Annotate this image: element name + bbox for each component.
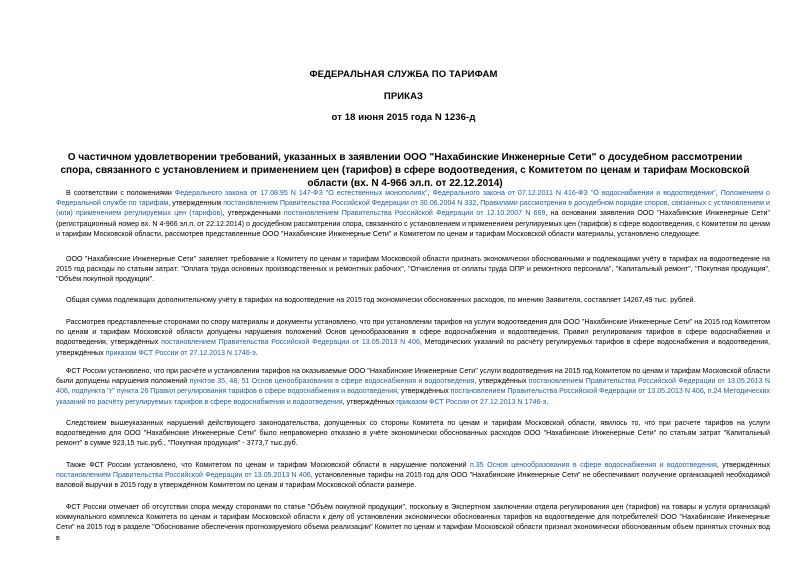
- legal-reference-link[interactable]: пунктов 35, 48, 51 Основ ценообразования в сфере водоснабжения и водоотведения: [189, 377, 475, 386]
- paragraph-8: [56, 502, 770, 543]
- paragraph-text: , утверждённых: [716, 461, 770, 469]
- paragraph-text: ,: [703, 387, 708, 396]
- legal-reference-link[interactable]: постановлением Правительства Российской Федерации от 13.05.2013 N 406: [56, 377, 770, 396]
- legal-reference-link[interactable]: приказом ФСТ России от 27.12.2013 N 1746-э: [105, 348, 256, 357]
- legal-reference-link[interactable]: Положением о Федеральной службе по тарифам: [56, 189, 771, 208]
- doc-title: О частичном удовлетворении требований, указанных в заявлении ООО "Нахабинские Инженерные Сети" о досудебном рассмотрении спора, связанного с установлением и применением цен (тарифов) в сфере водоотведения, с Комитетом по ценам и тарифам Московской области (вх. N 4-966 эл.п. от 22.12.2014): [60, 152, 750, 189]
- paragraph-text: В соответствии с положениями: [66, 189, 175, 197]
- legal-reference-link[interactable]: п.35 Основ ценообразования в сфере водоснабжения и водоотведения: [470, 461, 717, 469]
- paragraph-text: , установленные тарифы на 2015 год для ООО "Нахабинские Инженерные Сети" не обеспечивают получение организацией необходимой валовой выручки в 2015 году в утверждённом Комитетом по ценам и тарифам Московской области размере.: [56, 471, 770, 490]
- paragraph-3: [56, 295, 770, 305]
- legal-reference-link[interactable]: Федерального закона от 17.08.95 N 147-ФЗ "О естественных монополиях": [174, 189, 428, 197]
- legal-reference-link[interactable]: подпункта "г" пункта 26 Правил регулирования тарифов в сфере водоснабжения и водоотведения: [71, 387, 397, 396]
- paragraph-text: , утверждённых: [474, 377, 529, 386]
- legal-reference-link[interactable]: постановлением Правительства Российской Федерации от 13.05.2013 N 406: [56, 471, 311, 480]
- paragraph-5: [56, 366, 770, 407]
- paragraph-text: ,: [715, 189, 721, 197]
- paragraph-7: [56, 460, 770, 491]
- legal-reference-link[interactable]: приказом ФСТ России от 27.12.2013 N 1746-э: [396, 397, 547, 406]
- paragraph-text: Общая сумма подлежащих дополнительному учёту в тарифах на водоотведение на 2015 год экономически обоснованных расходов, по мнению Заявителя, составляет 14267,49 тыс. рублей.: [66, 296, 696, 304]
- paragraph-text: .: [546, 397, 549, 406]
- doc-date-number: от 18 июня 2015 года N 1236-д: [331, 112, 476, 123]
- paragraph-text: Также ФСТ России установлено, что Комитетом по ценам и тарифам Московской области в нарушение положений: [66, 461, 470, 469]
- paragraph-text: .: [255, 348, 258, 357]
- legal-reference-link[interactable]: Федерального закона от 07.12.2011 N 416-ФЗ "О водоснабжении и водоотведении": [432, 189, 716, 197]
- paragraph-text: ФСТ России отмечает об отсутствии спора между сторонами по статье "Объём покупной продукции", поскольку в Экспертном заключении отдела регулирования цен (тарифов) на товары и услуги организаций коммунального комплекса Комитета по ценам и тарифам Московской области к делу об установлении экономически обоснованных тарифов на водоотведение для потребителей ООО "Нахабинские Инженерные Сети" на 2015 год в разделе "Обоснование обеспечения прогнозируемого объема реализации" Комитет по ценам и тарифам Московской области признал экономически обоснованным объем принятых сточных вод в: [56, 503, 770, 542]
- paragraph-text: , утвержденными: [222, 209, 284, 218]
- paragraph-text: Следствием вышеуказанных нарушений действующего законодательства, допущенных со стороны Комитета по ценам и тарифам Московской области, явилось то, что при расчете тарифов на услуги водоотведения для ООО "Нахабинские Инженерные Сети" было неправомерно отказано в учёте экономически обоснованных расходов ООО "Нахабинские Инженерные Сети" по статьям затрат "Капитальный ремонт" в сумме 923,15 тыс.руб., "Покупная продукция" - 3773,7 тыс.руб.: [56, 419, 770, 448]
- legal-reference-link[interactable]: п.24 Методических указаний по расчёту регулируемых тарифов в сфере водоснабжения и водоотведения: [56, 387, 770, 406]
- paragraph-text: , Методических указаний по расчёту регулируемых тарифов в сфере водоснабжения и водоотведения, утверждённых: [56, 338, 770, 357]
- legal-reference-link[interactable]: постановлением Правительства Российской Федерации от 13.05.2013 N 406: [161, 338, 420, 347]
- paragraph-text: ,: [67, 387, 72, 396]
- paragraph-text: , утверждённых: [342, 397, 397, 406]
- paragraph-text: ФСТ России установлено, что при расчёте и установлении тарифов на оказываемые ООО "Нахабинские Инженерные Сети" услуги водоотведения на 2015 год Комитетом по ценам и тарифам Московской области были допущены нарушения положений: [56, 367, 770, 386]
- paragraph-text: , утвержденным: [168, 199, 224, 208]
- paragraph-text: Рассмотрев представленные сторонами по спору материалы и документы установлено, что при установлении тарифов на услуги водоотведения для ООО "Нахабинские Инженерные Сети" на 2015 год Комитетом по ценам и тарифам Московской области допущены нарушения положений Основ ценообразования в сфере водоснабжения и водоотведения, Правил регулирования тарифов в сфере водоснабжения и водоотведения, утверждённых: [56, 318, 770, 347]
- doc-type: ПРИКАЗ: [383, 91, 424, 102]
- paragraph-4: [56, 317, 770, 358]
- legal-reference-link[interactable]: постановлением Правительства Российской Федерации от 12.10.2007 N 669: [283, 209, 546, 218]
- legal-reference-link[interactable]: постановлением Правительства Российской Федерации от 13.05.2013 N 406: [450, 387, 704, 396]
- paragraph-2: [56, 254, 770, 285]
- legal-reference-link[interactable]: Правилами рассмотрения в досудебном порядке споров, связанных с установлением и (или) применением регулируемых цен (тарифов): [56, 199, 770, 218]
- paragraph-1: [56, 188, 770, 239]
- paragraph-6: [56, 418, 770, 449]
- paragraph-text: ,: [476, 199, 481, 208]
- legal-reference-link[interactable]: постановлением Правительства Российской Федерации от 30.06.2004 N 332: [223, 199, 477, 208]
- paragraph-text: ООО "Нахабинские Инженерные Сети" заявляет требование к Комитету по ценам и тарифам Московской области признать экономически обоснованными и подлежащими учёту в тарифах на водоотведение на 2015 год расходы по статьям затрат: "Оплата труда основных производственных и ремонтных рабочих", "Отчисления от оплаты труда ОПР и ремонтного персонала", "Капитальный ремонт", "Покупная продукция", "Объём покупной продукции".: [56, 255, 770, 284]
- paragraph-text: , на основании заявления ООО "Нахабинские Инженерные Сети" (регистрационный номер вх. N 4-966 эл.п. от 22.12.2014) о досудебном рассмотрении спора, связанного с установлением и применением регулируемых цен (тарифов) в сфере водоотведения, с Комитетом по ценам и тарифам Московской области, рассмотрев представленные ООО "Нахабинские Инженерные Сети" и Комитетом по ценам и тарифам Московской области материалы, установлено следующее.: [56, 209, 770, 238]
- paragraph-text: ,: [427, 189, 433, 197]
- paragraph-text: , утверждённых: [397, 387, 451, 396]
- agency-name: ФЕДЕРАЛЬНАЯ СЛУЖБА ПО ТАРИФАМ: [309, 69, 498, 80]
